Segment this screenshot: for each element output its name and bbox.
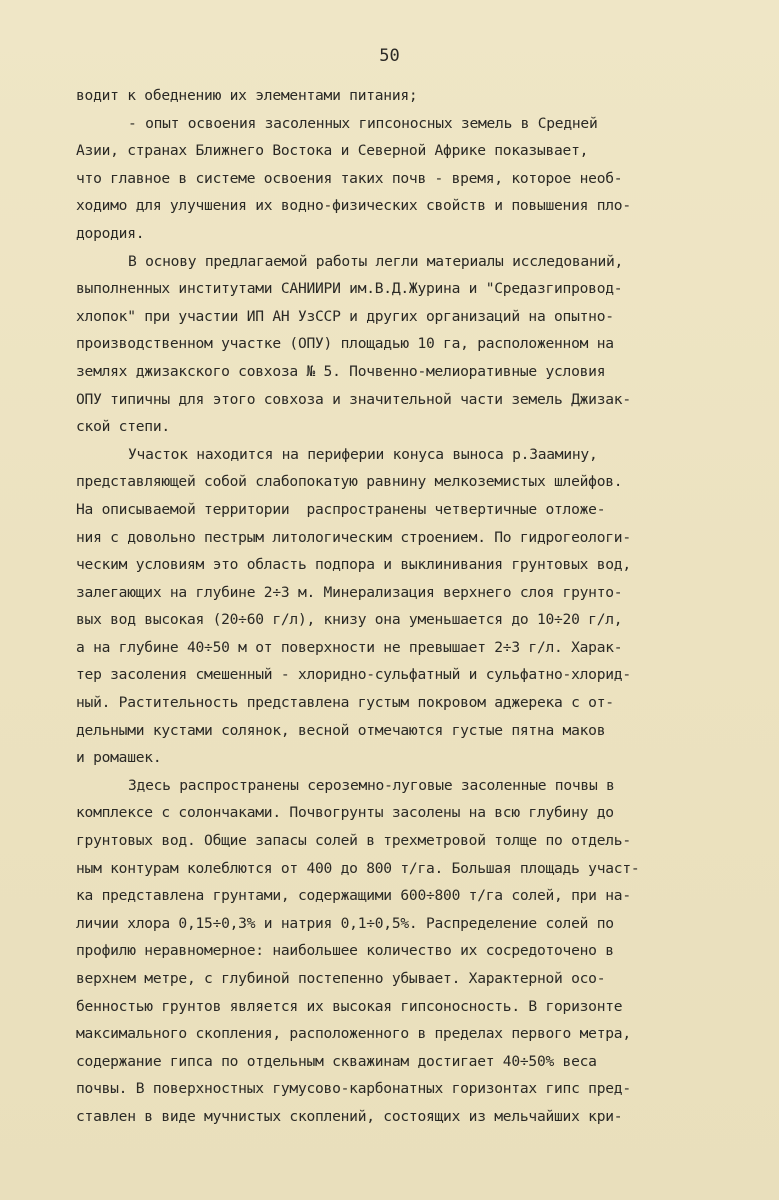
text-line: что главное в системе освоения таких почв - время, которое необ- bbox=[76, 169, 623, 187]
text-line: водит к обеднению их элементами питания; bbox=[76, 87, 418, 104]
text-line: грунтовых вод. Общие запасы солей в трехметровой толще по отдель- bbox=[76, 832, 631, 850]
page-number: 50 bbox=[379, 46, 400, 66]
text-line: производственном участке (ОПУ) площадью 10 га, расположенном на bbox=[76, 335, 614, 353]
text-line: представляющей собой слабопокатую равнину мелкоземистых шлейфов. bbox=[76, 473, 623, 491]
text-line: тер засоления смешенный - хлоридно-сульфатный и сульфатно-хлорид- bbox=[76, 666, 631, 684]
text-line: содержание гипса по отдельным скважинам достигает 40÷50% веса bbox=[76, 1052, 597, 1070]
text-line: ходимо для улучшения их водно-физических свойств и повышения пло- bbox=[76, 197, 631, 215]
text-line: ния с довольно пестрым литологическим строением. По гидрогеологи- bbox=[76, 528, 631, 546]
text-line: и ромашек. bbox=[76, 749, 162, 767]
text-line: верхнем метре, с глубиной постепенно убывает. Характерной осо- bbox=[76, 970, 606, 987]
text-line: хлопок" при участии ИП АН УзССР и других организаций на опытно- bbox=[76, 307, 614, 325]
text-line: комплексе с солончаками. Почвогрунты засолены на всю глубину до bbox=[76, 804, 614, 822]
text-line: Азии, странах Ближнего Востока и Северной Африке показывает, bbox=[76, 142, 589, 160]
text-line: бенностью грунтов является их высокая гипсоносность. В горизонте bbox=[76, 997, 623, 1015]
text-line: профилю неравномерное: наибольшее количество их сосредоточено в bbox=[76, 942, 614, 960]
text-line: В основу предлагаемой работы легли материалы исследований, bbox=[128, 252, 624, 270]
text-line: ческим условиям это область подпора и выклинивания грунтовых вод, bbox=[76, 556, 631, 574]
text-line: ской степи. bbox=[76, 418, 170, 436]
text-line: ка представлена грунтами, содержащими 600÷800 т/га солей, при на- bbox=[76, 887, 631, 905]
text-line: ный. Растительность представлена густым покровом аджерека с от- bbox=[76, 694, 614, 712]
text-line: дородия. bbox=[76, 224, 145, 242]
text-line: ным контурам колеблются от 400 до 800 т/га. Большая площадь участ- bbox=[76, 859, 640, 877]
text-line: дельными кустами солянок, весной отмечаются густые пятна маков bbox=[76, 721, 606, 739]
text-line: а на глубине 40÷50 м от поверхности не превышает 2÷3 г/л. Харак- bbox=[76, 638, 623, 656]
text-line: землях джизакского совхоза № 5. Почвенно-мелиоративные условия bbox=[76, 362, 606, 380]
text-line: - опыт освоения засоленных гипсоносных земель в Средней bbox=[128, 114, 598, 132]
text-line: выполненных институтами САНИИРИ им.В.Д.Журина и "Средазгипровод- bbox=[76, 280, 623, 298]
text-line: залегающих на глубине 2÷3 м. Минерализация верхнего слоя грунто- bbox=[76, 583, 623, 601]
text-line: ОПУ типичны для этого совхоза и значительной части земель Джизак- bbox=[76, 390, 631, 408]
text-line: максимального скопления, расположенного в пределах первого метра, bbox=[76, 1025, 631, 1043]
text-line: Участок находится на периферии конуса выноса р.Заамину, bbox=[128, 445, 598, 463]
text-line: На описываемой территории распространены четвертичные отложе- bbox=[76, 500, 606, 518]
body-text bbox=[76, 82, 756, 1131]
text-line: почвы. В поверхностных гумусово-карбонатных горизонтах гипс пред- bbox=[76, 1080, 631, 1098]
text-line: личии хлора 0,15÷0,3% и натрия 0,1÷0,5%. Распределение солей по bbox=[76, 914, 614, 932]
text-line: ставлен в виде мучнистых скоплений, состоящих из мельчайших кри- bbox=[76, 1107, 623, 1125]
text-line: Здесь распространены сероземно-луговые засоленные почвы в bbox=[128, 776, 615, 794]
text-line: вых вод высокая (20÷60 г/л), книзу она уменьшается до 10÷20 г/л, bbox=[76, 611, 623, 629]
